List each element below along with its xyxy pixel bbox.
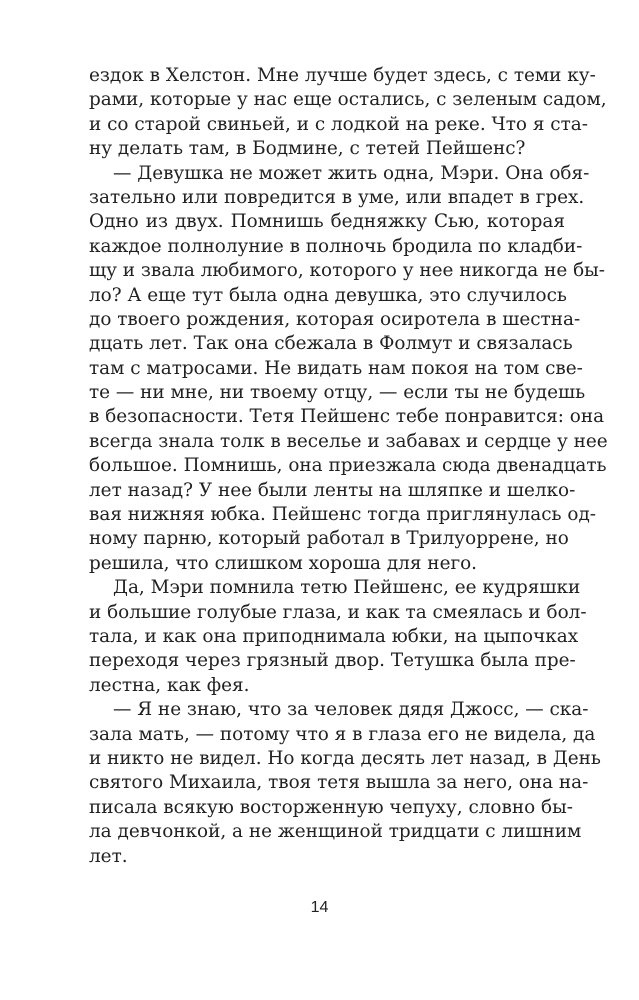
text-line: Одно из двух. Помнишь бедняжку Сью, которая [89,211,565,233]
text-line: ло? А еще тут была одна девушка, это случилось [89,284,567,306]
body-text [89,64,608,869]
text-line: ездок в Хелстон. Мне лучше будет здесь, с теми ку- [89,65,596,86]
text-line: решила, что слишком хороша для него. [89,552,477,574]
text-line: зательно или повредится в уме, или впадет в грех. [89,186,585,208]
text-line: в безопасности. Тетя Пейшенс тебе понравится: она [89,406,605,428]
text-line: зала мать, — потому что я в глаза его не видела, да [89,723,596,745]
text-line: святого Михаила, твоя тетя вышла за него, она на- [89,772,589,794]
text-line: каждое полнолуние в полночь бродила по кладби- [89,235,583,257]
text-line: ну делать там, в Бодмине, с тетей Пейшенс? [89,138,526,160]
text-line: писала всякую восторженную чепуху, словно бы- [89,796,573,818]
text-line: тала, и как она приподнимала юбки, на цыпочках [89,625,579,647]
text-line: ла девчонкой, а не женщиной тридцати с лишним [89,821,582,843]
text-line: лет. [89,845,128,867]
text-line: большое. Помнишь, она приезжала сюда двенадцать [89,455,607,477]
text-line: щу и звала любимого, которого у нее никогда не бы- [89,260,606,282]
text-line: там с матросами. Не видать нам покоя на том све- [89,357,583,379]
text-line: вая нижняя юбка. Пейшенс тогда приглянулась од- [89,504,597,526]
text-line: дцать лет. Так она сбежала в Фолмут и связалась [89,333,573,355]
text-line: — Я не знаю, что за человек дядя Джосс, — ска- [113,699,589,721]
text-line: рами, которые у нас еще остались, с зеленым садом, [89,89,607,111]
page-number: 14 [310,899,329,916]
text-line: и со старой свиньей, и с лодкой на реке. Что я ста- [89,113,588,135]
text-line: — Девушка не может жить одна, Мэри. Она обя- [113,162,590,184]
text-line: лет назад? У нее были ленты на шляпке и шелко- [89,479,576,501]
text-line: ному парню, который работал в Трилуоррене, но [89,528,569,550]
text-line: лестна, как фея. [89,674,250,696]
text-line: переходя через грязный двор. Тетушка была пре- [89,650,576,672]
text-line: Да, Мэри помнила тетю Пейшенс, ее кудряшки [113,577,581,599]
text-line: до твоего рождения, которая осиротела в шестна- [89,308,581,330]
text-line: всегда знала толк в веселье и забавах и сердце у нее [89,430,608,452]
text-line: те — ни мне, ни твоему отцу, — если ты не будешь [89,382,586,404]
text-line: и никто не видел. Но когда десять лет назад, в День [89,747,601,769]
text-line: и большие голубые глаза, и как та смеялась и бол- [89,601,587,623]
